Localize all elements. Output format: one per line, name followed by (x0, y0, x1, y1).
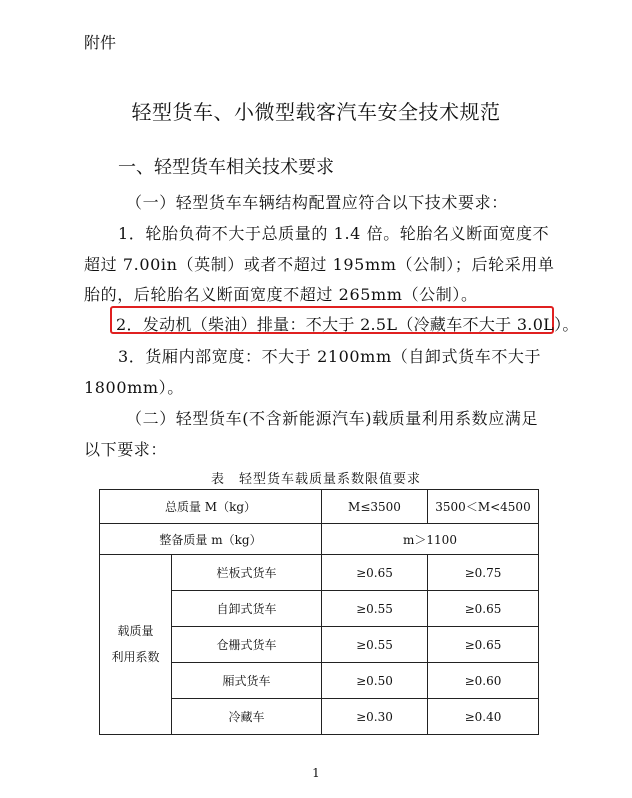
coefficient-heavy: ≥0.65 (428, 591, 539, 627)
curb-mass-value: m＞1100 (322, 524, 539, 555)
table-row (100, 555, 539, 591)
column-header-heavy: 3500＜M<4500 (428, 490, 539, 524)
column-header-light: M≤3500 (322, 490, 428, 524)
item-1-line-2: 超过 7.00in（英制）或者不超过 195mm（公制）；后轮采用单 (84, 255, 555, 274)
group-label-line-2: 利用系数 (111, 649, 160, 664)
coefficient-light: ≥0.65 (322, 555, 428, 591)
total-mass-label: 总质量 M（kg） (100, 490, 322, 524)
section-heading: 一、轻型货车相关技术要求 (118, 157, 334, 178)
paragraph-2-line-2: 以下要求： (84, 440, 168, 459)
table-caption: 表 轻型货车载质量系数限值要求 (210, 472, 421, 487)
item-3-line-1: 3．货厢内部宽度：不大于 2100mm（自卸式货车不大于 (118, 347, 542, 366)
attachment-label: 附件 (84, 33, 117, 52)
coefficient-light: ≥0.50 (322, 663, 428, 699)
group-label (100, 555, 172, 735)
vehicle-type: 冷藏车 (172, 699, 322, 735)
vehicle-type: 栏板式货车 (172, 555, 322, 591)
vehicle-type: 仓栅式货车 (172, 627, 322, 663)
coefficient-light: ≥0.30 (322, 699, 428, 735)
document-title: 轻型货车、小微型载客汽车安全技术规范 (131, 100, 501, 124)
coefficient-light: ≥0.55 (322, 627, 428, 663)
item-2-engine-displacement: 2．发动机（柴油）排量：不大于 2.5L（冷藏车不大于 3.0L）。 (116, 315, 579, 334)
coefficient-heavy: ≥0.40 (428, 699, 539, 735)
table-header-row (100, 490, 539, 524)
coefficient-heavy: ≥0.60 (428, 663, 539, 699)
load-coefficient-table (99, 489, 539, 735)
coefficient-light: ≥0.55 (322, 591, 428, 627)
item-1-line-3: 胎的，后轮胎名义断面宽度不超过 265mm（公制）。 (84, 285, 478, 304)
item-1-line-1: 1．轮胎负荷不大于总质量的 1.4 倍。轮胎名义断面宽度不 (118, 224, 550, 243)
vehicle-type: 厢式货车 (172, 663, 322, 699)
curb-mass-row (100, 524, 539, 555)
curb-mass-label: 整备质量 m（kg） (100, 524, 322, 555)
paragraph-2-line-1: （二）轻型货车(不含新能源汽车)载质量利用系数应满足 (126, 409, 539, 428)
group-label-line-1: 载质量 (117, 624, 154, 639)
vehicle-type: 自卸式货车 (172, 591, 322, 627)
paragraph-1: （一）轻型货车车辆结构配置应符合以下技术要求： (126, 193, 508, 212)
item-3-line-2: 1800mm）。 (84, 378, 184, 397)
coefficient-heavy: ≥0.75 (428, 555, 539, 591)
page-number: 1 (312, 766, 320, 780)
coefficient-heavy: ≥0.65 (428, 627, 539, 663)
